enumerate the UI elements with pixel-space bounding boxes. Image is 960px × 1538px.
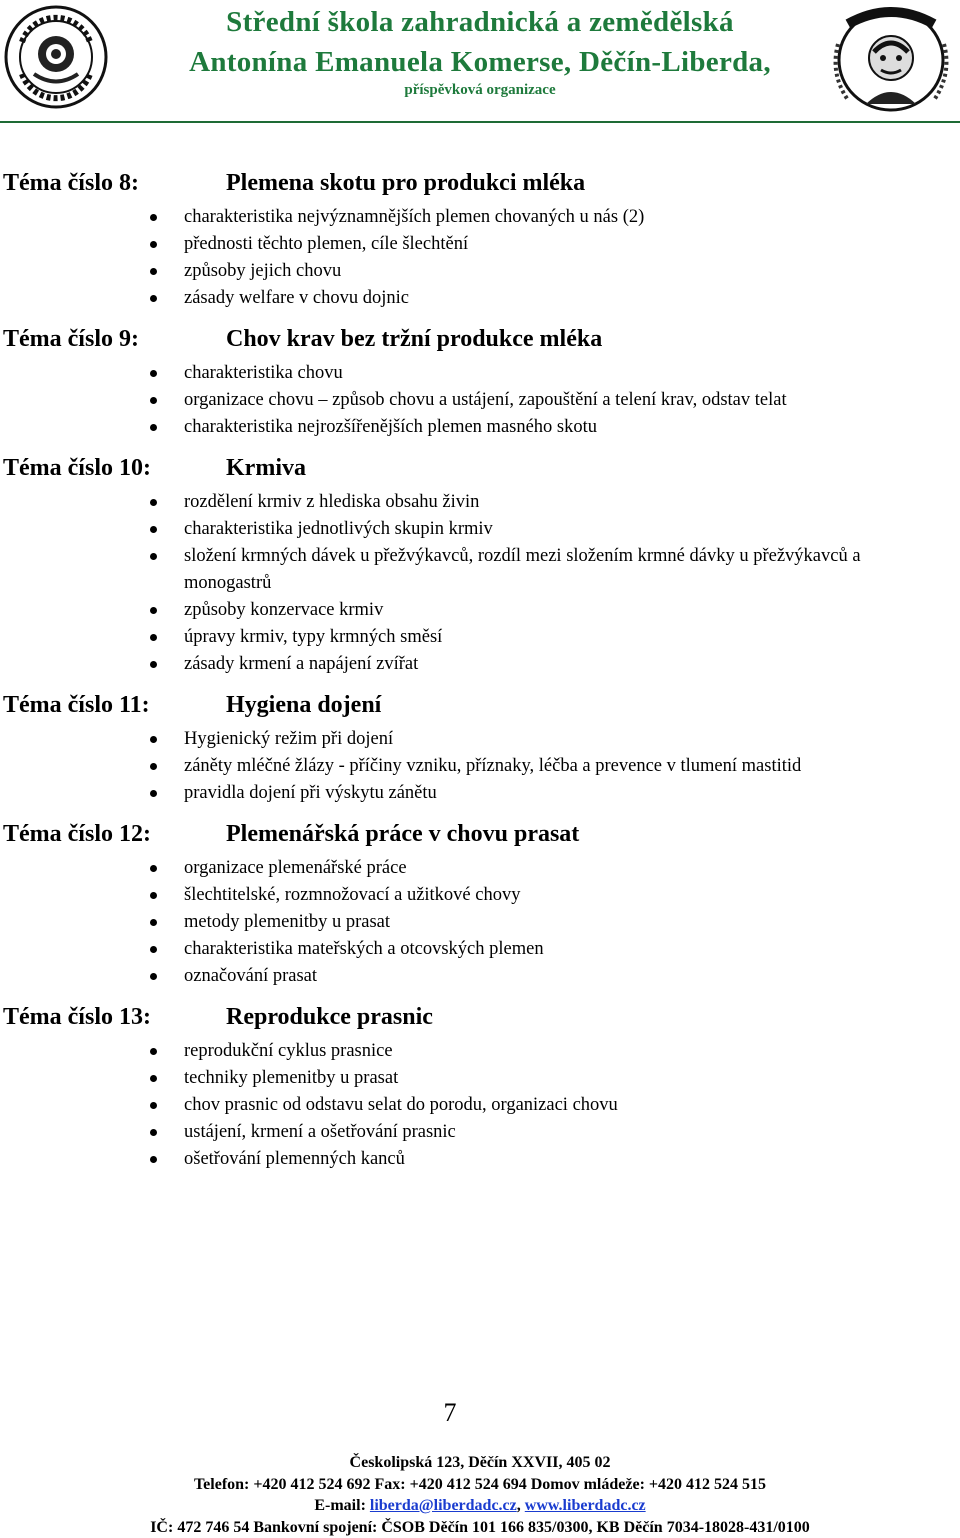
email-link[interactable]: liberda@liberdadc.cz	[369, 1497, 517, 1514]
footer-contact	[0, 1495, 960, 1517]
topics-list	[0, 162, 960, 1173]
organization-type: příspěvková organizace	[404, 82, 556, 98]
topic-items	[0, 726, 960, 807]
topic-label: Téma číslo 8:	[3, 170, 139, 196]
header-divider	[0, 121, 960, 123]
footer-address: Českolipská 123, Děčín XXVII, 405 02	[349, 1454, 611, 1471]
topic-title: Krmiva	[226, 455, 306, 481]
list-item: přednosti těchto plemen, cíle šlechtění	[184, 231, 960, 258]
school-name-line-1: Střední škola zahradnická a zemědělská	[226, 6, 734, 38]
list-item: charakteristika mateřských a otcovských plemen	[184, 936, 960, 963]
topic-heading	[0, 162, 960, 204]
topic-10	[0, 447, 960, 678]
list-item: chov prasnic od odstavu selat do porodu, organizaci chovu	[184, 1092, 960, 1119]
email-label: E-mail:	[314, 1497, 370, 1514]
list-item: označování prasat	[184, 963, 960, 990]
topic-12	[0, 813, 960, 990]
page-footer	[0, 1452, 960, 1538]
list-item: metody plemenitby u prasat	[184, 909, 960, 936]
list-item: techniky plemenitby u prasat	[184, 1065, 960, 1092]
list-item: záněty mléčné žlázy - příčiny vzniku, příznaky, léčba a prevence v tlumení mastitid	[184, 753, 960, 780]
topic-label: Téma číslo 13:	[3, 1004, 151, 1030]
topic-heading	[0, 813, 960, 855]
list-item: rozdělení krmiv z hlediska obsahu živin	[184, 489, 960, 516]
topic-8	[0, 162, 960, 312]
topic-items	[0, 855, 960, 990]
list-item: složení krmných dávek u přežvýkavců, rozdíl mezi složením krmné dávky u přežvýkavců a monogastrů	[184, 543, 960, 597]
topic-heading	[0, 447, 960, 489]
topic-heading	[0, 318, 960, 360]
list-item: zásady welfare v chovu dojnic	[184, 285, 960, 312]
list-item: Hygienický režim při dojení	[184, 726, 960, 753]
list-item: charakteristika jednotlivých skupin krmiv	[184, 516, 960, 543]
school-seal-logo-left	[4, 4, 108, 110]
topic-items	[0, 489, 960, 678]
topic-label: Téma číslo 12:	[3, 821, 151, 847]
topic-heading	[0, 996, 960, 1038]
topic-11	[0, 684, 960, 807]
list-item: charakteristika nejrozšířenějších plemen masného skotu	[184, 414, 960, 441]
topic-label: Téma číslo 11:	[3, 692, 150, 718]
topic-items	[0, 1038, 960, 1173]
list-item: pravidla dojení při výskytu zánětu	[184, 780, 960, 807]
footer-phones: Telefon: +420 412 524 692 Fax: +420 412 524 694 Domov mládeže: +420 412 524 515	[193, 1475, 767, 1493]
list-item: organizace plemenářské práce	[184, 855, 960, 882]
page-number: 7	[443, 1398, 457, 1427]
topic-title: Chov krav bez tržní produkce mléka	[226, 326, 603, 352]
list-item: charakteristika nejvýznamnějších plemen chovaných u nás (2)	[184, 204, 960, 231]
footer-separator: ,	[516, 1497, 525, 1514]
topic-title: Plemena skotu pro produkci mléka	[226, 170, 586, 196]
list-item: šlechtitelské, rozmnožovací a užitkové chovy	[184, 882, 960, 909]
topic-heading	[0, 684, 960, 726]
topic-13	[0, 996, 960, 1173]
topic-title: Plemenářská práce v chovu prasat	[226, 821, 580, 847]
list-item: zásady krmení a napájení zvířat	[184, 651, 960, 678]
list-item: ustájení, krmení a ošetřování prasnic	[184, 1119, 960, 1146]
topic-items	[0, 360, 960, 441]
list-item: úpravy krmiv, typy krmných směsí	[184, 624, 960, 651]
topic-title: Reprodukce prasnic	[226, 1004, 433, 1030]
list-item: reprodukční cyklus prasnice	[184, 1038, 960, 1065]
topic-items	[0, 204, 960, 312]
founder-portrait-logo-right	[826, 4, 956, 112]
list-item: charakteristika chovu	[184, 360, 960, 387]
list-item: organizace chovu – způsob chovu a ustájení, zapouštění a telení krav, odstav telat	[184, 387, 960, 414]
list-item: ošetřování plemenných kanců	[184, 1146, 960, 1173]
list-item: způsoby jejich chovu	[184, 258, 960, 285]
topic-label: Téma číslo 9:	[3, 326, 139, 352]
list-item: způsoby konzervace krmiv	[184, 597, 960, 624]
footer-ids: IČ: 472 746 54 Bankovní spojení: ČSOB Děčín 101 166 835/0300, KB Děčín 7034-18028-431/0100	[150, 1518, 810, 1536]
website-link[interactable]: www.liberdadc.cz	[524, 1497, 646, 1514]
topic-9	[0, 318, 960, 441]
topic-label: Téma číslo 10:	[3, 455, 151, 481]
school-name-line-2: Antonína Emanuela Komerse, Děčín-Liberda,	[189, 46, 771, 78]
page-header	[0, 0, 960, 120]
topic-title: Hygiena dojení	[226, 692, 382, 718]
